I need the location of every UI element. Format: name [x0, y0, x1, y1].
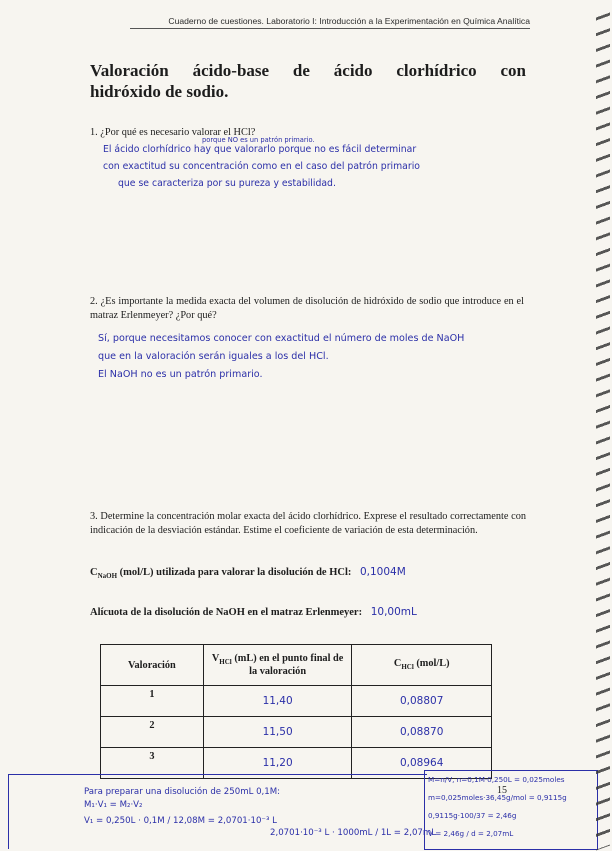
calc-line-4: V = 2,46g / d = 2,07mL [428, 829, 514, 838]
answer-2-line-2: que en la valoración serán iguales a los del HCl. [98, 351, 329, 362]
row-volume: 11,40 [203, 686, 352, 717]
page-title [90, 60, 526, 102]
calc-line-3: 0,9115g·100/37 = 2,46g [428, 811, 517, 820]
naoh-concentration-line [90, 566, 406, 580]
row-concentration: 0,08807 [352, 686, 492, 717]
row-volume: 11,50 [203, 717, 352, 748]
table-header-row [101, 645, 492, 686]
question-3: 3. Determine la concentración molar exacta del ácido clorhídrico. Exprese el resultado correctamente con indicación de la desviación estándar. Estime el coeficiente de variación de esta determinación. [90, 511, 526, 536]
row-concentration: 0,08964 [352, 748, 492, 779]
row-number: 1 [101, 686, 204, 717]
title-line-1: Valoración ácido-base de ácido clorhídrico con [90, 61, 526, 80]
note-line-1: Para preparar una disolución de 250mL 0,1M: [84, 787, 281, 797]
answer-1-line-1: El ácido clorhídrico hay que valorarlo porque no es fácil determinar [103, 144, 417, 155]
note-line-3a: V₁ = 0,250L · 0,1M / 12,08M = 2,0701·10⁻³ L [84, 816, 277, 826]
aliquot-label: Alícuota de la disolución de NaOH en el matraz Erlenmeyer: [90, 607, 363, 618]
page-number: 15 [497, 785, 507, 796]
row-number: 2 [101, 717, 204, 748]
calc-line-2: m=0,025moles·36,45g/mol = 0,9115g [428, 793, 567, 802]
running-header: Cuaderno de cuestiones. Laboratorio I: Introducción a la Experimentación en Química Analítica [130, 16, 530, 29]
spiral-binding [596, 3, 610, 850]
naoh-label-sub: NaOH [97, 572, 118, 581]
row-number: 3 [101, 748, 204, 779]
question-1: 1. ¿Por qué es necesario valorar el HCl? [90, 127, 256, 138]
table-row [101, 717, 492, 748]
aliquot-value: 10,00mL [370, 606, 417, 618]
table-row [101, 686, 492, 717]
naoh-concentration-value: 0,1004M [359, 566, 406, 578]
col-header-concentration: $C_{HCl}$ (mol/L) [352, 645, 492, 686]
col-header-volume: $V_{HCl}$ (mL) en el punto final de la valoración [203, 645, 352, 686]
title-line-2: hidróxido de sodio. [90, 82, 229, 101]
answer-2-line-3: El NaOH no es un patrón primario. [98, 369, 263, 380]
naoh-label-rest: (mol/L) utilizada para valorar la disolución de HCl: [117, 567, 352, 578]
note-line-3b: 2,0701·10⁻³ L · 1000mL / 1L = 2,07mL [270, 828, 437, 838]
naoh-label-c: C [90, 567, 98, 578]
calc-line-1: M=n/V, n=0,1M·0,250L = 0,025moles [428, 775, 565, 784]
row-concentration: 0,08870 [352, 717, 492, 748]
col-header-valoracion: Valoración [101, 645, 204, 686]
answer-1-insert: porque NO es un patrón primario. [202, 136, 315, 144]
answer-1-line-3: que se caracteriza por su pureza y estabilidad. [118, 178, 336, 189]
answer-1-line-2: con exactitud su concentración como en el caso del patrón primario [103, 161, 420, 172]
row-volume: 11,20 [203, 748, 352, 779]
question-2: 2. ¿Es importante la medida exacta del volumen de disolución de hidróxido de sodio que introduce en el matraz Erlenmeyer? ¿Por qué? [90, 296, 524, 321]
aliquot-line [90, 606, 417, 618]
note-line-2: M₁·V₁ = M₂·V₂ [84, 800, 143, 810]
answer-2-line-1: Sí, porque necesitamos conocer con exactitud el número de moles de NaOH [98, 333, 465, 344]
titration-table [100, 644, 492, 779]
